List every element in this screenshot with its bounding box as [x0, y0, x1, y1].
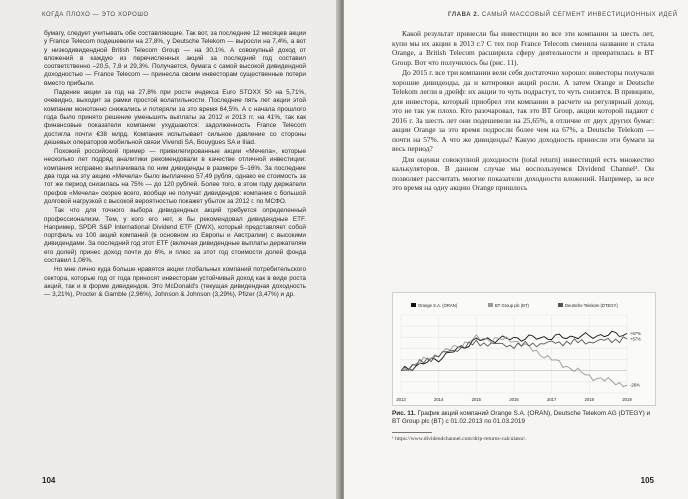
paragraph: Но мне лично куда больше нравятся акции глобальных компаний потребительского сектора, которые год от года приносят инвесторам устойчивый доход как в виде роста акций, так и в форме дивидендов. Это McDonald's (текущая дивидендная доходность — 3,21%), Procter & Gamble (2,96%), Johnson & Johnson (3,29%), Pfizer (3,47%) и др.: [44, 266, 306, 299]
footnote: ¹ https://www.dividendchannel.com/drip-returns-calculator/.: [392, 436, 527, 442]
x-tick-label: 2016: [509, 397, 519, 402]
series-end-label: +57%: [630, 336, 641, 342]
chart-svg: [393, 293, 655, 405]
figure-label: Рис. 11.: [392, 410, 416, 417]
running-head-right: [448, 12, 678, 18]
chapter-label: ГЛАВА 2.: [448, 12, 480, 18]
x-tick-label: 2013: [396, 397, 406, 402]
x-tick-label: 2017: [547, 397, 557, 402]
chart-grid: [401, 315, 627, 393]
page-number-right: 105: [640, 476, 654, 485]
x-tick-label: 2014: [434, 397, 444, 402]
legend-swatch: [558, 303, 563, 307]
x-tick-label: 2019: [622, 397, 632, 402]
legend-swatch: [411, 303, 416, 307]
paragraph: Падение акции за год на 27,8% при росте индекса Euro STOXX 50 на 5,71%, очевидно, выходит за рамки простой волатильности. Последние пять лет акции этой компании монотонно снижались и потеряли за это время 64,5%. А с начала прошлого года было принято решение уменьшить выплаты за 2012 и 2013 гг. на 41%, так как финансовые показатели компании ухудшаются: задолженность France Telecom достигла почти €38 млрд. Компания испытывает сильное давление со стороны дешевых операторов мобильной связи Vivendi SA, Bouygues SA и Iliad.: [44, 89, 306, 146]
x-tick-label: 2015: [471, 397, 481, 402]
paragraph: Похожий российский пример — привилегированные акции «Мечела», которые несколько лет подряд аналитики рекомендовали в качестве отличной инвестиции: компания исправно выплачивала по ним дивиденды в размере 5–16%. За последние два года на эту акцию «Мечела» было выплачено 57,49 рубля, однако ее стоимость за тот же период снизилась на 75% — до 120 рублей. Более того, в этом году держатели префов «Мечела» скорее всего, вообще не получат дивидендов: компания с большой долговой нагрузкой с высокой вероятностью покажет убыток за 2012 г. по МСФО.: [44, 148, 306, 205]
legend-label: Orange S.A. (ORAN): [418, 303, 458, 308]
paragraph: До 2015 г. все три компании вели себя достаточно хорошо: инвесторы получали хорошие дивиденды, да и котировки акций росли. А затем Orange и Deutsche Telekom легли в дрейф: их акции то чуть подрастут, то чуть снизятся. В принципе, для инвестора, который приобрел эти компании в расчете на регулярный доход, это не так уж плохо. Кто разочаровал, так это BT Group, акции которой падают с 2016 г. За шесть лет они подешевели на 25,65%, в отличие от двух других бумаг: акции Orange за это время подросли более чем на 67%, а Deutsche Telekom — почти на 57%. А что же дивиденды? Какую доходность принесли эти бумаги за весь период?: [392, 68, 655, 153]
footnote-rule: [392, 432, 432, 433]
paragraph: бумагу, следует учитывать обе составляющие. Так вот, за последние 12 месяцев акции у France Telecom подешевели на 27,8%, у Deutsche Telekom — выросли на 7,4%, а вот у низкодивидендной British Telecom Group — на 30,1%. А совокупный доход от вложений в каждую из перечисленных акций за последний год составил соответственно –20,5, 7,8 и 29,3%. Получается, бумага с самой высокой дивидендной доходностью — France Telecom — принесла своим инвесторам существенные потери вместо прибыли.: [44, 30, 306, 87]
paragraph: Для оценки совокупной доходности (total return) инвестиций есть множество калькуляторов. В данном случае мы воспользуемся Dividend Channel¹. Он позволяет рассчитать многие показатели доходности вложений. Например, за все это время на одну акцию Orange пришлось: [392, 154, 654, 192]
page-number-left: 104: [42, 476, 56, 485]
left-page: [0, 0, 340, 499]
left-page-body: [44, 30, 306, 301]
figure-caption: [392, 410, 654, 427]
chart-series: [401, 331, 641, 388]
x-tick-label: 2018: [584, 397, 594, 402]
stock-chart: [392, 292, 656, 406]
legend-swatch: [488, 303, 493, 307]
legend-label: Deutsche Telekom (DTEGY): [565, 303, 618, 308]
paragraph: Какой результат принесли бы инвестиции во все эти компании за шесть лет, купи мы их акции в 2013 г.? С тех пор France Telecom сменила название и стала Orange, а British Telecom расширила сферу деятельности и превратилась в BT Group. Вот что получилось бы (рис. 11).: [392, 29, 654, 67]
paragraph: Так что для точного выбора дивидендных акций требуется определенный профессионализм. Тем, у кого его нет, я бы рекомендовал дивидендные ETF. Например, SPDR S&P International Dividend ETF (DWX), который представляет собой портфель из 100 акций компаний (в основном из Европы и Австралии) с высокими дивидендами. За последний год этот ETF (включая дивидендные выплаты держателям его долей) принес доход почти до 6%, и плюс за этот год стоимости долей фонда составил 1,06%.: [44, 207, 306, 265]
running-head-left: КОГДА ПЛОХО — ЭТО ХОРОШО: [42, 12, 149, 18]
chart-legend: [411, 303, 618, 308]
legend-label: BT Group plc (BT): [495, 303, 529, 308]
chapter-title: САМЫЙ МАССОВЫЙ СЕГМЕНТ ИНВЕСТИЦИОННЫХ ИДЕЙ: [481, 12, 678, 18]
figure-caption-text: График акций компаний Orange S.A. (ORAN), Deutsche Telekom AG (DTEGY) и BT Group plc (BT) с 01.02.2013 по 01.03.2019: [392, 410, 651, 426]
chart-x-ticks: [396, 397, 632, 402]
right-page: [344, 0, 688, 499]
series-end-label: +67%: [630, 330, 641, 336]
series-end-label: -26%: [630, 382, 640, 388]
right-page-body: [392, 29, 654, 194]
